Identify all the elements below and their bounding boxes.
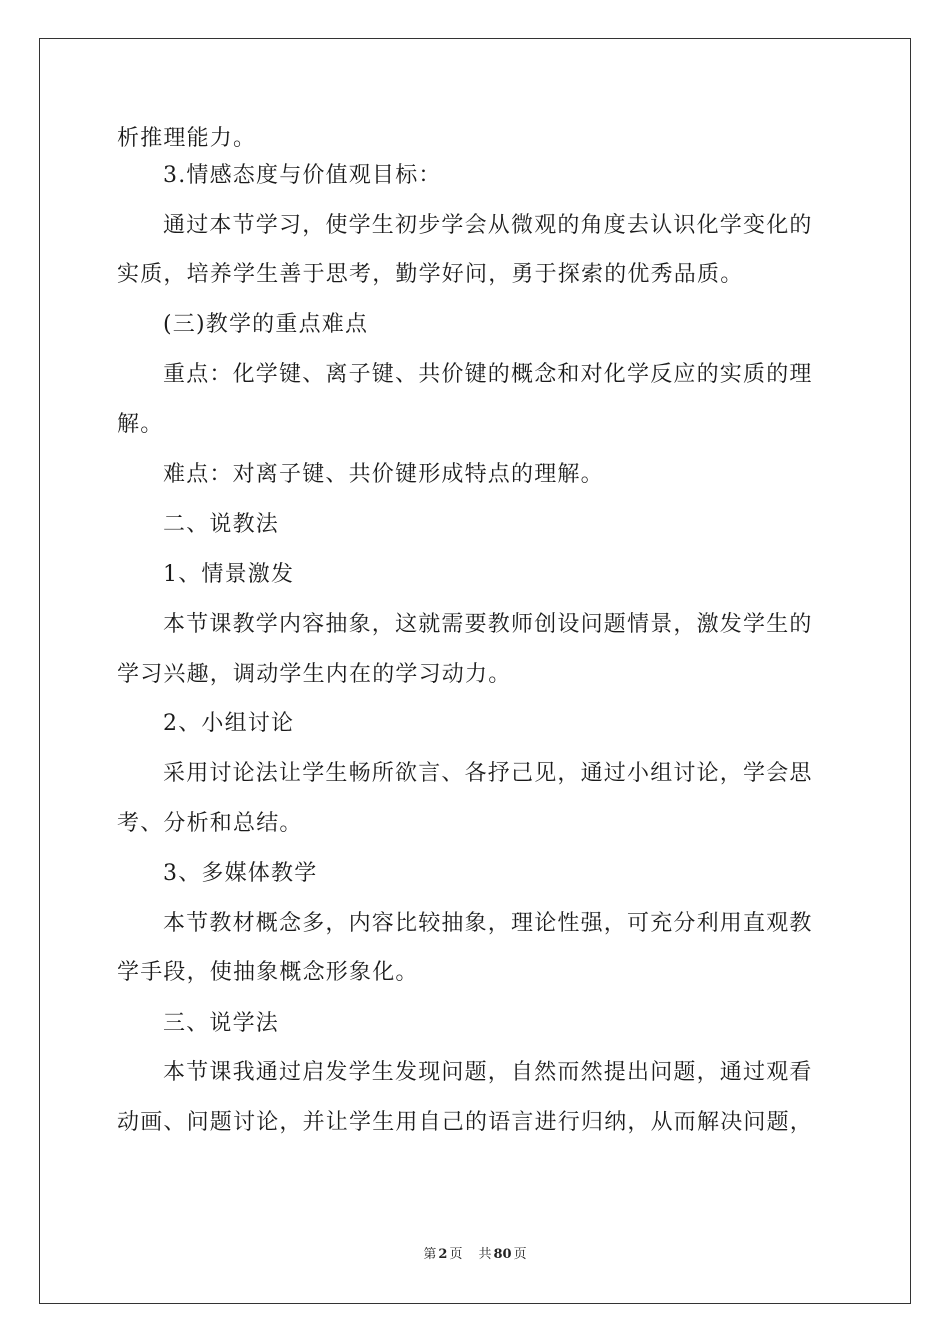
text-line: 难点：对离子键、共价键形成特点的理解。 (163, 462, 604, 487)
text-line: 采用讨论法让学生畅所欲言、各抒己见，通过小组讨论，学会思 (163, 761, 813, 786)
text-line: 3.情感态度与价值观目标： (163, 163, 442, 188)
subsection-heading: 3、多媒体教学 (163, 861, 318, 886)
text-line: 学手段，使抽象概念形象化。 (117, 960, 419, 985)
total-page-count: 80 (493, 1247, 512, 1262)
text-line: 学习兴趣，调动学生内在的学习动力。 (117, 662, 512, 687)
subsection-heading: 1、情景激发 (163, 562, 295, 587)
text-line: 本节课教学内容抽象，这就需要教师创设问题情景，激发学生的 (163, 612, 813, 637)
text-line: 重点：化学键、离子键、共价键的概念和对化学反应的实质的理 (163, 362, 813, 387)
text-line: 考、分析和总结。 (117, 811, 303, 836)
text-line: 析推理能力。 (117, 126, 257, 151)
footer-total-prefix: 共 (478, 1247, 492, 1262)
page-footer (0, 1246, 950, 1264)
footer-page-suffix: 页 (449, 1247, 463, 1262)
text-line: 本节课我通过启发学生发现问题，自然而然提出问题，通过观看 (163, 1060, 813, 1085)
section-heading: 二、说教法 (163, 512, 280, 537)
subsection-heading: 2、小组讨论 (163, 711, 295, 736)
section-heading: (三)教学的重点难点 (163, 312, 369, 337)
text-line: 动画、问题讨论，并让学生用自己的语言进行归纳，从而解决问题， (117, 1110, 814, 1135)
text-line: 解。 (117, 412, 164, 437)
text-line: 通过本节学习，使学生初步学会从微观的角度去认识化学变化的 (163, 213, 813, 238)
footer-prefix: 第 (423, 1247, 437, 1262)
current-page-number: 2 (438, 1247, 448, 1262)
text-line: 本节教材概念多，内容比较抽象，理论性强，可充分利用直观教 (163, 911, 813, 936)
text-line: 实质，培养学生善于思考，勤学好问，勇于探索的优秀品质。 (117, 262, 744, 287)
section-heading: 三、说学法 (163, 1011, 280, 1036)
footer-total-suffix: 页 (513, 1247, 527, 1262)
